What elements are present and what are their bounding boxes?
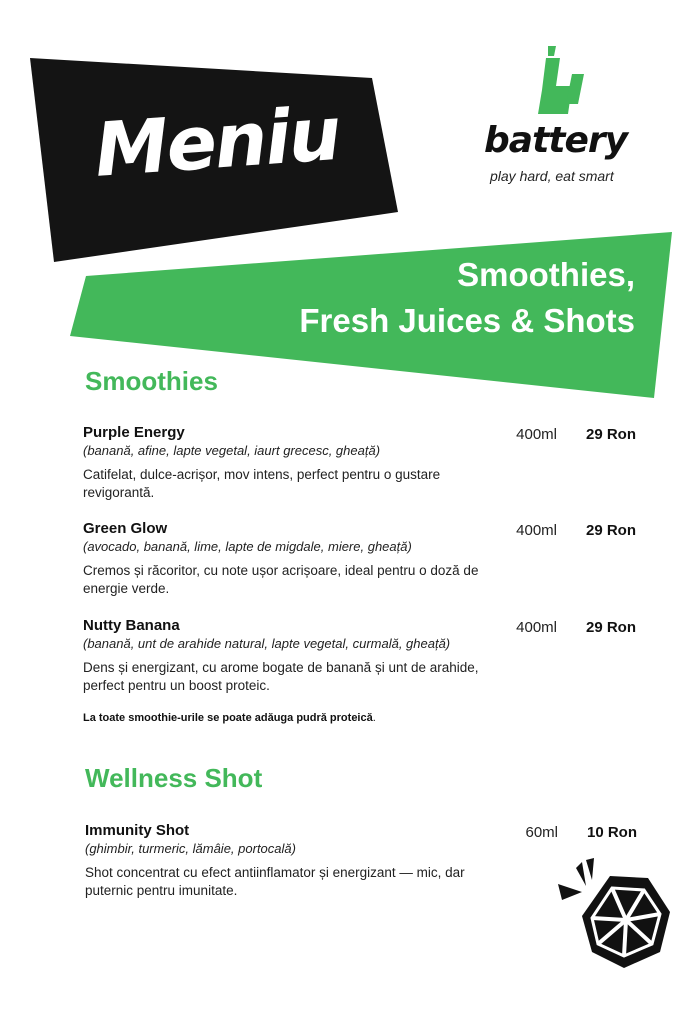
menu-item [85, 822, 465, 900]
item-price: 29 Ron [585, 619, 636, 636]
menu-item [83, 520, 483, 598]
category-line-2: Fresh Juices & Shots [299, 302, 635, 339]
protein-note-end: . [372, 712, 376, 724]
item-name: Purple Energy [83, 424, 185, 441]
item-description: Dens și energizant, cu arome bogate de banană și unt de arahide, perfect pentru un boost proteic. [83, 660, 479, 693]
item-name: Nutty Banana [83, 617, 180, 634]
item-volume: 400ml [516, 426, 557, 443]
item-volume: 400ml [516, 522, 557, 539]
item-ingredients: (banană, afine, lapte vegetal, iaurt grecesc, gheață) [83, 443, 381, 458]
item-volume: 60ml [525, 824, 558, 841]
item-name: Immunity Shot [85, 822, 190, 839]
category-line-1: Smoothies, [457, 256, 635, 293]
protein-note-text: La toate smoothie-urile se poate adăuga pudră proteică [83, 712, 373, 724]
logo-wordmark: battery [484, 120, 628, 161]
item-price: 29 Ron [585, 426, 636, 443]
item-price: 10 Ron [586, 824, 637, 841]
menu-item [83, 424, 483, 502]
item-name: Green Glow [83, 520, 168, 537]
item-ingredients: (ghimbir, turmeric, lămâie, portocală) [85, 841, 296, 856]
section-title-wellness-shot: Wellness Shot [85, 763, 263, 793]
item-volume: 400ml [516, 619, 557, 636]
item-description: Catifelat, dulce-acrișor, mov intens, perfect pentru o gustare revigorantă. [83, 467, 441, 500]
item-price: 29 Ron [585, 522, 636, 539]
battery-logo-icon [538, 46, 588, 120]
item-description: Cremos și răcoritor, cu note ușor acrișoare, ideal pentru o doză de energie verde. [83, 563, 479, 596]
section-title-smoothies: Smoothies [85, 366, 218, 396]
menu-title: Meniu [92, 90, 342, 194]
item-description: Shot concentrat cu efect antiinflamator și energizant — mic, dar puternic pentru imunitate. [85, 865, 465, 898]
citrus-slice-icon [552, 856, 674, 972]
category-heading [299, 252, 635, 344]
logo-tagline: play hard, eat smart [490, 168, 614, 184]
menu-item [83, 617, 483, 695]
item-ingredients: (avocado, banană, lime, lapte de migdale, miere, gheață) [83, 539, 412, 554]
item-ingredients: (banană, unt de arahide natural, lapte vegetal, curmală, gheață) [83, 636, 451, 651]
protein-note [83, 712, 376, 724]
